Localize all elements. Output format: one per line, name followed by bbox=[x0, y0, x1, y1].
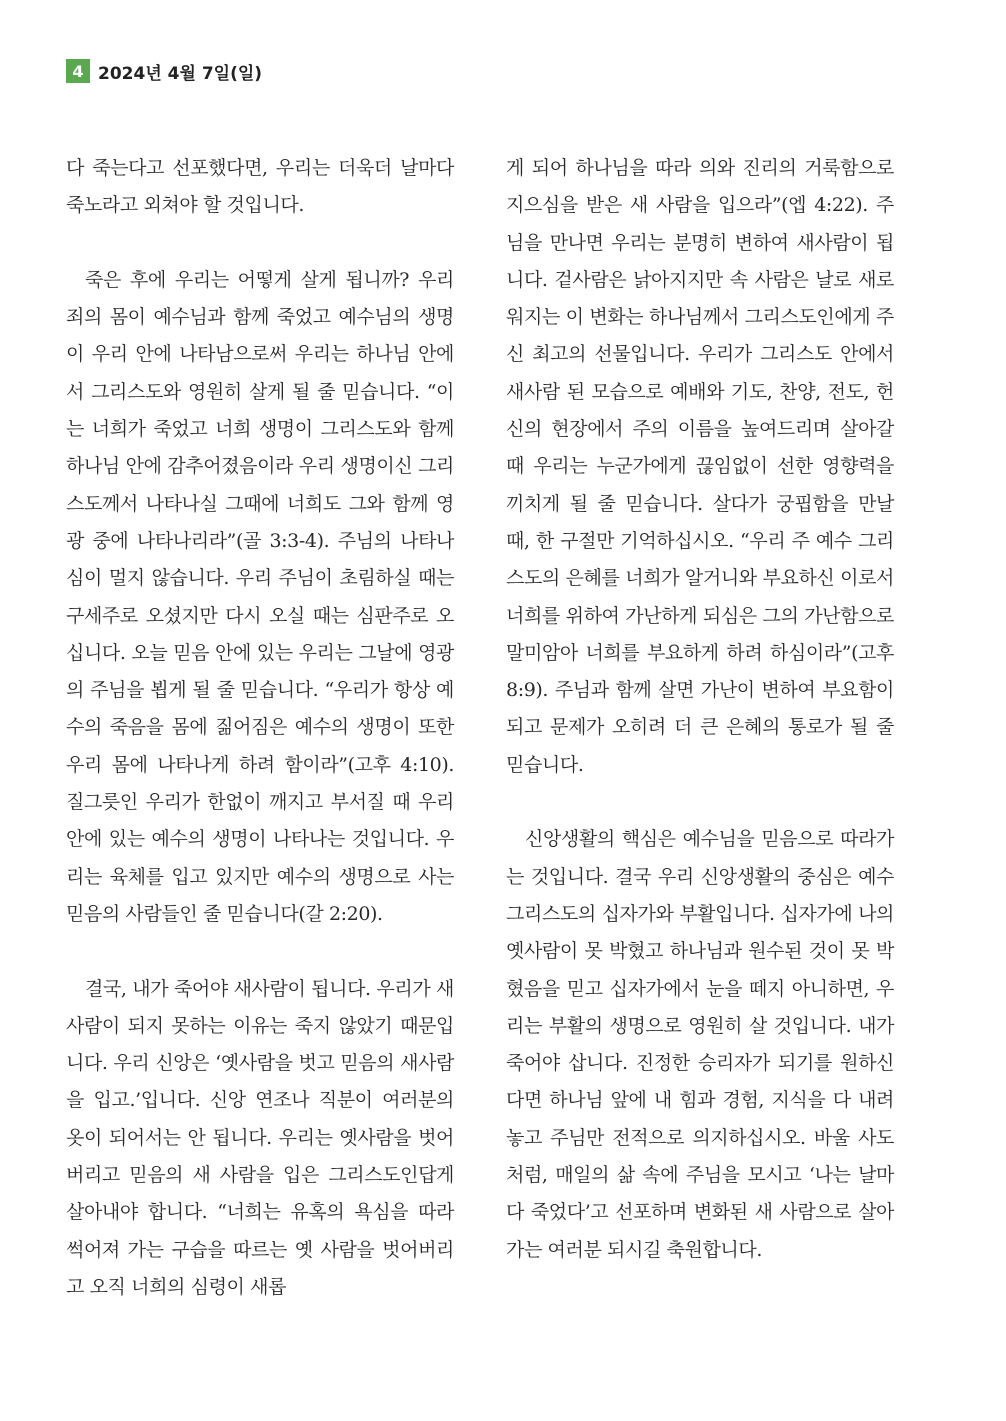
paragraph: 신앙생활의 핵심은 예수님을 믿음으로 따라가는 것입니다. 결국 우리 신앙생활의 중심은 예수 그리스도의 십자가와 부활입니다. 십자가에 나의 옛사람이 못 박혔고 하나님과 원수된 것이 못 박혔음을 믿고 십자가에서 눈을 떼지 아니하면, 우리는 부활의 생명으로 영원히 살 것입니다. 내가 죽어야 삽니다. 진정한 승리자가 되기를 원하신다면 하나님 앞에 내 힘과 경험, 지식을 다 내려놓고 주님만 전적으로 의지하십시오. 바울 사도처럼, 매일의 삶 속에 주님을 모시고 ‘나는 날마다 죽었다’고 선포하며 변화된 새 사람으로 살아가는 여러분 되시길 축원합니다. bbox=[506, 828, 894, 1261]
page-number-badge: 4 bbox=[66, 59, 90, 83]
page-header bbox=[66, 58, 262, 84]
paragraph: 다 죽는다고 선포했다면, 우리는 더욱더 날마다 죽노라고 외쳐야 할 것입니다. bbox=[66, 157, 454, 217]
right-column bbox=[506, 150, 894, 1269]
paragraph: 결국, 내가 죽어야 새사람이 됩니다. 우리가 새사람이 되지 못하는 이유는 죽지 않았기 때문입니다. 우리 신앙은 ‘옛사람을 벗고 믿음의 새사람을 입고.’입니다. 신앙 연조나 직분이 여러분의 옷이 되어서는 안 됩니다. 우리는 옛사람을 벗어버리고 믿음의 새 사람을 입은 그리스도인답게 살아내야 합니다. “너희는 유혹의 욕심을 따라 썩어져 가는 구습을 따르는 옛 사람을 벗어버리고 오직 너희의 심령이 새롭 bbox=[66, 977, 454, 1298]
left-column bbox=[66, 150, 454, 1306]
paragraph: 죽은 후에 우리는 어떻게 살게 됩니까? 우리 죄의 몸이 예수님과 함께 죽었고 예수님의 생명이 우리 안에 나타남으로써 우리는 하나님 안에서 그리스도와 영원히 살게 될 줄 믿습니다. “이는 너희가 죽었고 너희 생명이 그리스도와 함께 하나님 안에 감추어졌음이라 우리 생명이신 그리스도께서 나타나실 그때에 너희도 그와 함께 영광 중에 나타나리라”(골 3:3-4). 주님의 나타나심이 멀지 않습니다. 우리 주님이 초림하실 때는 구세주로 오셨지만 다시 오실 때는 심판주로 오십니다. 오늘 믿음 안에 있는 우리는 그날에 영광의 주님을 뵙게 될 줄 믿습니다. “우리가 항상 예수의 죽음을 몸에 짊어짐은 예수의 생명이 또한 우리 몸에 나타나게 하려 함이라”(고후 4:10). 질그릇인 우리가 한없이 깨지고 부서질 때 우리 안에 있는 예수의 생명이 나타나는 것입니다. 우리는 육체를 입고 있지만 예수의 생명으로 사는 믿음의 사람들인 줄 믿습니다(갈 2:20). bbox=[66, 268, 454, 925]
paragraph: 게 되어 하나님을 따라 의와 진리의 거룩함으로 지으심을 받은 새 사람을 입으라”(엡 4:22). 주님을 만나면 우리는 분명히 변하여 새사람이 됩니다. 겉사람은 낡아지지만 속 사람은 날로 새로워지는 이 변화는 하나님께서 그리스도인에게 주신 최고의 선물입니다. 우리가 그리스도 안에서 새사람 된 모습으로 예배와 기도, 찬양, 전도, 헌신의 현장에서 주의 이름을 높여드리며 살아갈 때 우리는 누군가에게 끊임없이 선한 영향력을 끼치게 될 줄 믿습니다. 살다가 궁핍함을 만날 때, 한 구절만 기억하십시오. “우리 주 예수 그리스도의 은혜를 너희가 알거니와 부요하신 이로서 너희를 위하여 가난하게 되심은 그의 가난함으로 말미암아 너희를 부요하게 하려 하심이라”(고후 8:9). 주님과 함께 살면 가난이 변하여 부요함이 되고 문제가 오히려 더 큰 은혜의 통로가 될 줄 믿습니다. bbox=[506, 157, 894, 776]
issue-date: 2024년 4월 7일(일) bbox=[98, 63, 263, 84]
